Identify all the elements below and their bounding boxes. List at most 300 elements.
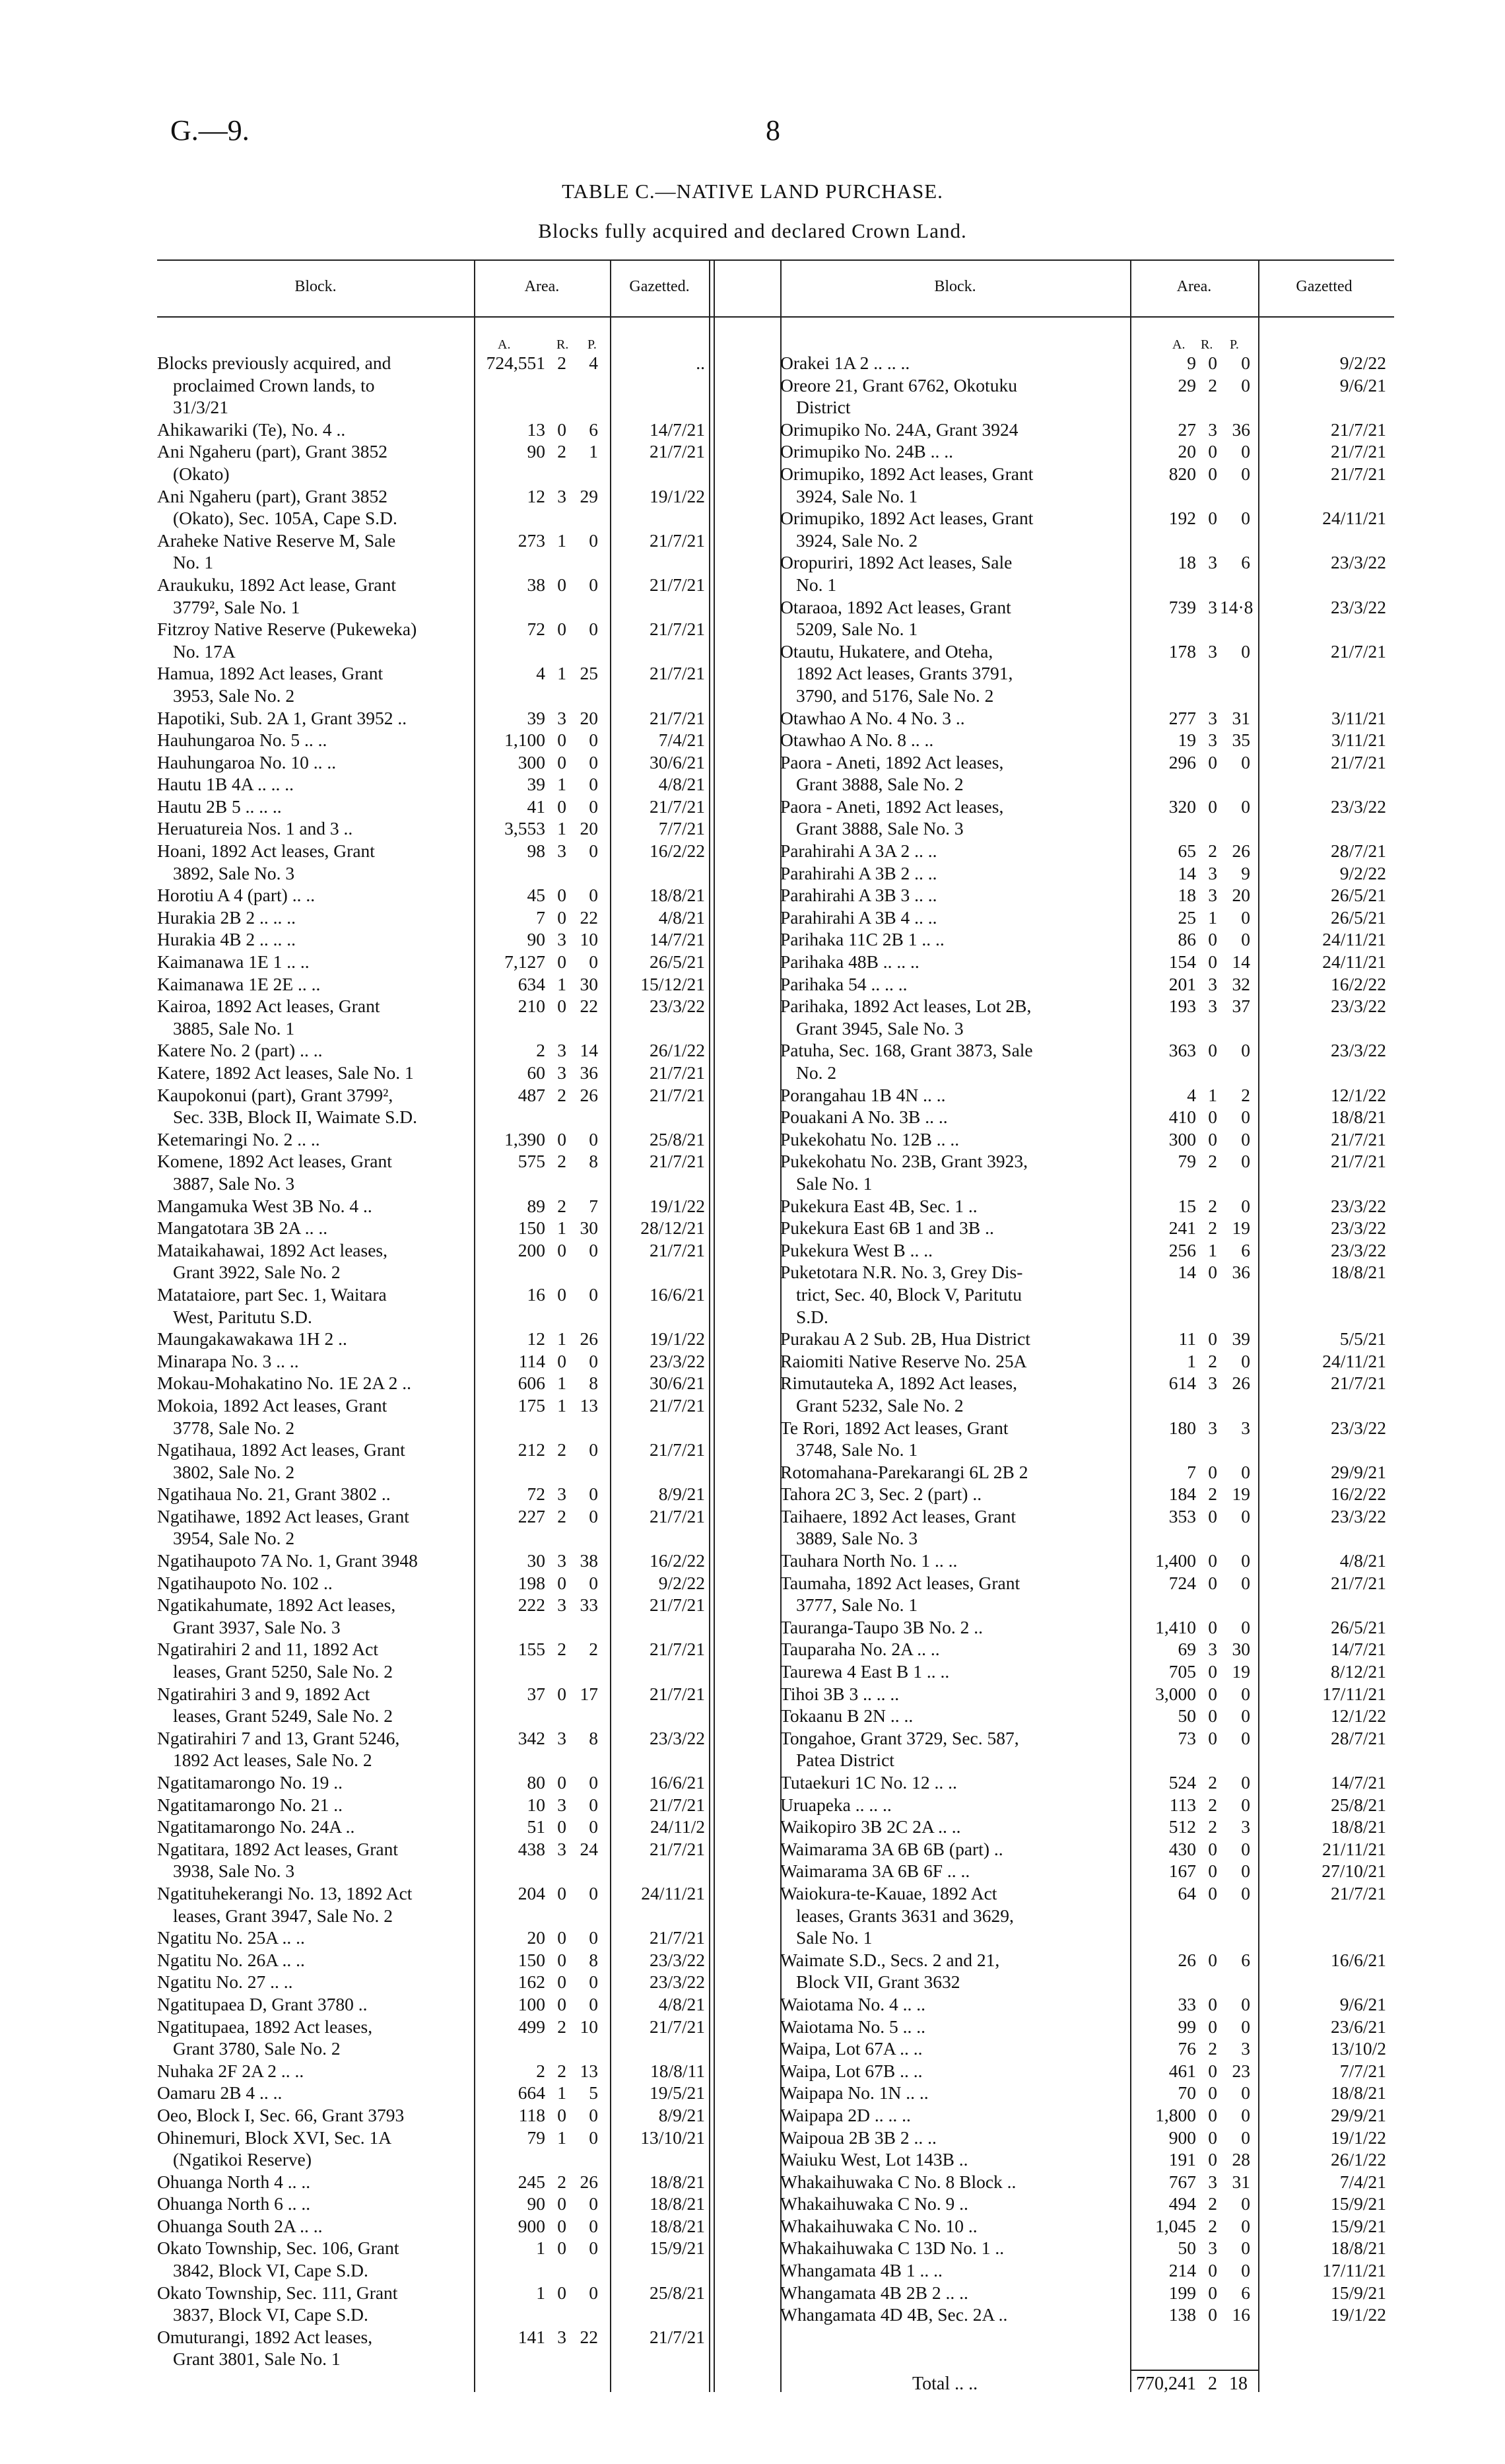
gazetted-date: 21/7/21 bbox=[1330, 640, 1386, 662]
area-roods: 2 bbox=[1208, 1772, 1217, 1793]
table-row bbox=[157, 1572, 817, 1594]
block-name-line: Nuhaka 2F 2A 2 .. .. bbox=[157, 2060, 304, 2081]
block-name bbox=[157, 574, 467, 618]
block-name bbox=[780, 1771, 1123, 1794]
block-name-line: Ngatikahumate, 1892 Act leases, bbox=[157, 1594, 396, 1616]
area-acres: 178 bbox=[1168, 640, 1196, 662]
table-row bbox=[780, 2104, 1394, 2127]
area-perches: 0 bbox=[1241, 1794, 1250, 1815]
area-perches: 0 bbox=[1241, 1550, 1250, 1571]
gazetted-date: 21/7/21 bbox=[1330, 1572, 1386, 1593]
block-name bbox=[157, 1483, 467, 1505]
table-row bbox=[780, 2282, 1394, 2304]
block-name-line: 3889, Sale No. 3 bbox=[796, 1528, 918, 1549]
block-name bbox=[157, 1638, 467, 1682]
block-name bbox=[780, 1949, 1123, 1993]
block-name bbox=[157, 2237, 467, 2281]
area-perches: 8 bbox=[589, 1949, 598, 1970]
area-acres: 524 bbox=[1168, 1772, 1196, 1793]
gazetted-date: 23/3/22 bbox=[1330, 552, 1386, 573]
block-name bbox=[780, 729, 1123, 751]
area-roods: 0 bbox=[1208, 1461, 1217, 1482]
block-name-line: Uruapeka .. .. .. bbox=[780, 1794, 892, 1815]
table-row bbox=[157, 1838, 817, 1882]
block-name-line: Ngatihaupoto 7A No. 1, Grant 3948 bbox=[157, 1550, 418, 1571]
block-name-line: Puketotara N.R. No. 3, Grey Dis- bbox=[780, 1262, 1023, 1283]
block-name-line: Horotiu A 4 (part) .. .. bbox=[157, 885, 316, 906]
area-acres: 79 bbox=[527, 2127, 545, 2148]
gazetted-date: 14/7/21 bbox=[649, 929, 705, 950]
page-reference: G.—9. bbox=[170, 114, 250, 147]
gazetted-column-header: Gazetted bbox=[1296, 278, 1353, 295]
area-roods: 3 bbox=[1208, 2171, 1217, 2192]
area-acres: 19 bbox=[1178, 730, 1196, 751]
area-roods: 0 bbox=[1208, 1861, 1217, 1882]
area-acres: 72 bbox=[527, 1484, 545, 1505]
area-roods: 3 bbox=[1208, 885, 1217, 906]
acres-unit: A. bbox=[1172, 337, 1186, 352]
block-name bbox=[157, 1439, 467, 1483]
table-row bbox=[157, 1882, 817, 1927]
block-name-line: leases, Grants 3631 and 3629, bbox=[796, 1905, 1014, 1926]
area-acres: 114 bbox=[518, 1350, 545, 1371]
block-name bbox=[157, 729, 467, 751]
block-name-line: Hapotiki, Sub. 2A 1, Grant 3952 .. bbox=[157, 707, 407, 728]
table-row bbox=[780, 1771, 1394, 1794]
block-name-line: Otawhao A No. 8 .. .. bbox=[780, 730, 934, 751]
area-acres: 191 bbox=[1168, 2149, 1196, 2170]
block-name-line: Oamaru 2B 4 .. .. bbox=[157, 2082, 283, 2104]
block-name-line: Raiomiti Native Reserve No. 25A bbox=[780, 1350, 1027, 1371]
area-acres: 214 bbox=[1168, 2260, 1196, 2281]
gazetted-date: 4/8/21 bbox=[1339, 1550, 1386, 1571]
area-acres: 724 bbox=[1168, 1572, 1196, 1593]
block-name bbox=[780, 928, 1123, 951]
block-name bbox=[780, 1417, 1123, 1461]
table-subtitle: Blocks fully acquired and declared Crown Land. bbox=[538, 219, 967, 242]
area-acres: 86 bbox=[1178, 929, 1196, 950]
rule bbox=[780, 259, 1394, 261]
block-name-line: Tihoi 3B 3 .. .. .. bbox=[780, 1683, 900, 1704]
table-row bbox=[780, 1727, 1394, 1771]
gazetted-date: 24/11/21 bbox=[1322, 951, 1386, 973]
area-perches: 33 bbox=[580, 1594, 598, 1616]
table-row bbox=[157, 2127, 817, 2171]
block-name-line: 3778, Sale No. 2 bbox=[173, 1417, 295, 1438]
block-name-line: (Ngatikoi Reserve) bbox=[173, 2149, 312, 2170]
block-name-line: Ngatirahiri 2 and 11, 1892 Act bbox=[157, 1639, 379, 1660]
area-acres: 353 bbox=[1168, 1505, 1196, 1526]
table-row bbox=[780, 1350, 1394, 1373]
block-name-line: Pukekohatu No. 12B .. .. bbox=[780, 1128, 960, 1149]
gazetted-date: 28/7/21 bbox=[1330, 1727, 1386, 1748]
gazetted-date: 26/5/21 bbox=[1330, 885, 1386, 906]
area-roods: 1 bbox=[557, 818, 566, 839]
area-acres: 16 bbox=[527, 1283, 545, 1305]
area-acres: 192 bbox=[1168, 508, 1196, 529]
area-roods: 1 bbox=[557, 1394, 566, 1416]
gazetted-date: 21/7/21 bbox=[649, 663, 705, 684]
area-acres: 18 bbox=[1178, 885, 1196, 906]
block-name-line: Oreore 21, Grant 6762, Okotuku bbox=[780, 374, 1017, 395]
area-roods: 0 bbox=[1208, 2304, 1217, 2325]
table-row bbox=[157, 574, 817, 618]
gazetted-date: 14/7/21 bbox=[1330, 1639, 1386, 1660]
block-name-line: Waimarama 3A 6B 6B (part) .. bbox=[780, 1838, 1003, 1859]
block-name-line: Tokaanu B 2N .. .. bbox=[780, 1705, 914, 1727]
table-row bbox=[780, 1550, 1394, 1572]
roods-unit: R. bbox=[556, 337, 569, 352]
area-perches: 0 bbox=[589, 1993, 598, 2014]
area-perches: 32 bbox=[1232, 973, 1250, 994]
block-name bbox=[157, 973, 467, 996]
area-roods: 1 bbox=[1208, 1239, 1217, 1260]
block-name bbox=[780, 2127, 1123, 2149]
table-row bbox=[157, 1350, 817, 1373]
area-acres: 3,000 bbox=[1155, 1683, 1196, 1704]
block-name bbox=[157, 1217, 467, 1239]
gazetted-date: 21/7/21 bbox=[1330, 1373, 1386, 1394]
block-name-line: Ngatituhekerangi No. 13, 1892 Act bbox=[157, 1882, 413, 1903]
block-name bbox=[780, 862, 1123, 885]
area-perches: 0 bbox=[1241, 1040, 1250, 1061]
area-acres: 37 bbox=[527, 1683, 545, 1704]
area-perches: 10 bbox=[580, 929, 598, 950]
block-name-line: S.D. bbox=[796, 1306, 828, 1327]
gazetted-date: 7/4/21 bbox=[658, 730, 705, 751]
block-name-line: Hauhungaroa No. 5 .. .. bbox=[157, 730, 327, 751]
gazetted-date: 21/7/21 bbox=[649, 1927, 705, 1948]
block-name bbox=[157, 1550, 467, 1572]
block-name-line: Patuha, Sec. 168, Grant 3873, Sale bbox=[780, 1040, 1033, 1061]
gazetted-date: 21/7/21 bbox=[1330, 441, 1386, 462]
area-roods: 0 bbox=[557, 996, 566, 1017]
area-perches: 0 bbox=[589, 619, 598, 640]
block-name bbox=[157, 2326, 467, 2370]
block-name-line: Orimupiko No. 24B .. .. bbox=[780, 441, 954, 462]
block-name-line: Sale No. 1 bbox=[796, 1173, 873, 1194]
area-perches: 19 bbox=[1232, 1484, 1250, 1505]
area-perches: 26 bbox=[580, 1084, 598, 1105]
block-name bbox=[780, 1705, 1123, 1727]
gazetted-date: 21/11/21 bbox=[1322, 1838, 1386, 1859]
gazetted-date: 18/8/21 bbox=[1330, 2238, 1386, 2259]
block-name bbox=[157, 1239, 467, 1283]
area-roods: 2 bbox=[557, 1439, 566, 1460]
area-acres: 20 bbox=[527, 1927, 545, 1948]
gazetted-date: 3/11/21 bbox=[1331, 730, 1386, 751]
area-roods: 3 bbox=[1208, 730, 1217, 751]
area-acres: 7,127 bbox=[504, 951, 545, 973]
area-roods: 2 bbox=[557, 2016, 566, 2037]
area-perches: 0 bbox=[1241, 2082, 1250, 2104]
area-acres: 7 bbox=[1187, 1461, 1196, 1482]
block-name bbox=[157, 2171, 467, 2193]
block-name bbox=[780, 1084, 1123, 1107]
area-perches: 0 bbox=[1241, 2127, 1250, 2148]
table-row bbox=[157, 2282, 817, 2326]
area-acres: 141 bbox=[518, 2326, 545, 2347]
block-name-line: Grant 3888, Sale No. 2 bbox=[796, 774, 964, 795]
block-name-line: Ngatitamarongo No. 19 .. bbox=[157, 1772, 343, 1793]
block-name bbox=[157, 928, 467, 951]
area-roods: 0 bbox=[1208, 1838, 1217, 1859]
block-name bbox=[780, 640, 1123, 707]
area-roods: 0 bbox=[557, 619, 566, 640]
area-roods: 2 bbox=[557, 1151, 566, 1172]
table-row bbox=[780, 463, 1394, 507]
gazetted-date: 18/8/21 bbox=[1330, 1262, 1386, 1283]
area-perches: 6 bbox=[1241, 1949, 1250, 1970]
block-name bbox=[157, 884, 467, 907]
area-acres: 64 bbox=[1178, 1882, 1196, 1903]
area-roods: 0 bbox=[1208, 1949, 1217, 1970]
area-acres: 210 bbox=[518, 996, 545, 1017]
gazetted-date: 17/11/21 bbox=[1322, 2260, 1386, 2281]
gazetted-date: 15/9/21 bbox=[649, 2238, 705, 2259]
block-name-line: Grant 3888, Sale No. 3 bbox=[796, 818, 964, 839]
gazetted-date: 23/3/22 bbox=[1330, 996, 1386, 1017]
block-name bbox=[780, 1794, 1123, 1816]
table-row bbox=[780, 1838, 1394, 1861]
gazetted-date: 23/3/22 bbox=[1330, 596, 1386, 617]
area-roods: 2 bbox=[557, 353, 566, 373]
area-acres: 739 bbox=[1168, 596, 1196, 617]
block-name bbox=[780, 2215, 1123, 2238]
block-name-line: Omuturangi, 1892 Act leases, bbox=[157, 2326, 373, 2347]
area-acres: 494 bbox=[1168, 2193, 1196, 2214]
area-roods: 0 bbox=[557, 1993, 566, 2014]
block-name bbox=[157, 1350, 467, 1373]
area-acres: 1 bbox=[536, 2238, 545, 2259]
block-name-line: Taumaha, 1892 Act leases, Grant bbox=[780, 1572, 1020, 1593]
table-row bbox=[780, 1638, 1394, 1660]
block-name bbox=[157, 1949, 467, 1971]
block-name-line: Grant 3945, Sale No. 3 bbox=[796, 1017, 964, 1039]
area-perches: 8 bbox=[589, 1727, 598, 1748]
area-acres: 11 bbox=[1178, 1328, 1196, 1350]
block-name-line: Ngatitu No. 25A .. .. bbox=[157, 1927, 305, 1948]
table-row bbox=[157, 1683, 817, 1727]
block-name-line: Ngatitu No. 27 .. .. bbox=[157, 1971, 293, 1993]
area-acres: 241 bbox=[1168, 1217, 1196, 1239]
table-row bbox=[780, 1461, 1394, 1484]
area-acres: 41 bbox=[527, 796, 545, 817]
area-roods: 0 bbox=[1208, 1705, 1217, 1727]
block-name-line: Block VII, Grant 3632 bbox=[796, 1971, 960, 1993]
area-perches: 0 bbox=[589, 730, 598, 751]
table-row bbox=[780, 2215, 1394, 2238]
gazetted-date: 21/7/21 bbox=[649, 2326, 705, 2347]
gazetted-date: 21/7/21 bbox=[649, 619, 705, 640]
area-acres: 430 bbox=[1168, 1838, 1196, 1859]
area-perches: 2 bbox=[1241, 1084, 1250, 1105]
block-name-line: Mataikahawai, 1892 Act leases, bbox=[157, 1239, 387, 1260]
gazetted-date: 24/11/21 bbox=[641, 1882, 705, 1903]
area-perches: 24 bbox=[580, 1838, 598, 1859]
area-perches: 6 bbox=[589, 419, 598, 440]
gazetted-date: 19/1/22 bbox=[649, 1195, 705, 1216]
area-acres: 499 bbox=[518, 2016, 545, 2037]
block-name-line: Whangamata 4B 2B 2 .. .. bbox=[780, 2282, 968, 2303]
gazetted-date: 21/7/21 bbox=[649, 796, 705, 817]
table-row bbox=[780, 1150, 1394, 1194]
gazetted-date: 16/2/22 bbox=[1330, 1484, 1386, 1505]
table-row bbox=[780, 1039, 1394, 1083]
gazetted-date: 15/12/21 bbox=[640, 973, 705, 994]
area-perches: 0 bbox=[1241, 1572, 1250, 1593]
block-name-line: Tauhara North No. 1 .. .. bbox=[780, 1550, 958, 1571]
gazetted-date: 23/6/21 bbox=[1330, 2016, 1386, 2037]
block-name-line: Ohuanga North 4 .. .. bbox=[157, 2171, 311, 2192]
table-row bbox=[157, 1394, 817, 1439]
block-name-line: Orimupiko No. 24A, Grant 3924 bbox=[780, 419, 1019, 440]
gazetted-date: 19/5/21 bbox=[649, 2082, 705, 2104]
block-name bbox=[780, 2259, 1123, 2282]
block-name bbox=[780, 1505, 1123, 1550]
area-perches: 0 bbox=[1241, 1350, 1250, 1371]
table-row bbox=[780, 973, 1394, 996]
area-roods: 3 bbox=[557, 1594, 566, 1616]
gazetted-date: 23/3/22 bbox=[649, 1727, 705, 1748]
table-row bbox=[157, 2237, 817, 2281]
area-perches: 14 bbox=[1232, 951, 1250, 973]
table-row bbox=[780, 1949, 1394, 1993]
area-acres: 300 bbox=[518, 751, 545, 772]
block-name-line: Parahirahi A 3A 2 .. .. bbox=[780, 840, 937, 862]
area-acres: 60 bbox=[527, 1062, 545, 1083]
area-acres: 4 bbox=[536, 663, 545, 684]
area-roods: 0 bbox=[1208, 2127, 1217, 2148]
table-row bbox=[157, 1638, 817, 1682]
block-name-line: Katere No. 2 (part) .. .. bbox=[157, 1040, 323, 1061]
block-name bbox=[780, 840, 1123, 862]
block-name-line: leases, Grant 5249, Sale No. 2 bbox=[173, 1705, 393, 1727]
area-perches: 20 bbox=[580, 818, 598, 839]
block-name-line: 3802, Sale No. 2 bbox=[173, 1461, 295, 1482]
block-name bbox=[157, 419, 467, 441]
area-roods: 0 bbox=[1208, 929, 1217, 950]
gazetted-date: 16/6/21 bbox=[649, 1283, 705, 1305]
area-perches: 1 bbox=[589, 441, 598, 462]
area-perches: 29 bbox=[580, 485, 598, 506]
area-roods: 0 bbox=[1208, 1661, 1217, 1682]
area-acres: 227 bbox=[518, 1505, 545, 1526]
area-roods: 0 bbox=[1208, 463, 1217, 484]
area-perches: 0 bbox=[589, 1239, 598, 1260]
gazetted-date: 21/7/21 bbox=[649, 1151, 705, 1172]
table-row bbox=[157, 2016, 817, 2060]
table-row bbox=[780, 729, 1394, 751]
block-name-line: Otautu, Hukatere, and Oteha, bbox=[780, 640, 993, 662]
area-acres: 39 bbox=[527, 707, 545, 728]
area-acres: 150 bbox=[518, 1949, 545, 1970]
block-name bbox=[157, 1683, 467, 1727]
block-name-line: Parihaka 11C 2B 1 .. .. bbox=[780, 929, 945, 950]
block-name-line: Waipa, Lot 67A .. .. bbox=[780, 2038, 923, 2059]
area-acres: 167 bbox=[1168, 1861, 1196, 1882]
area-roods: 0 bbox=[1208, 508, 1217, 529]
area-roods: 0 bbox=[1208, 353, 1217, 373]
block-name-line: Ngatitara, 1892 Act leases, Grant bbox=[157, 1838, 399, 1859]
area-acres: 72 bbox=[527, 619, 545, 640]
block-name-line: 31/3/21 bbox=[173, 397, 229, 418]
rule bbox=[780, 316, 1394, 318]
table-row bbox=[157, 773, 817, 796]
area-perches: 0 bbox=[1241, 374, 1250, 395]
area-perches: 0 bbox=[1241, 2016, 1250, 2037]
block-name-line: 3842, Block VI, Cape S.D. bbox=[173, 2260, 368, 2281]
area-perches: 0 bbox=[589, 1439, 598, 1460]
block-name-line: Heruatureia Nos. 1 and 3 .. bbox=[157, 818, 353, 839]
area-roods: 0 bbox=[557, 2104, 566, 2125]
table-row bbox=[157, 884, 817, 907]
block-name-line: 3790, and 5176, Sale No. 2 bbox=[796, 685, 994, 706]
area-perches: 0 bbox=[589, 1772, 598, 1793]
area-acres: 27 bbox=[1178, 419, 1196, 440]
area-roods: 0 bbox=[557, 1949, 566, 1970]
area-acres: 487 bbox=[518, 1084, 545, 1105]
table-row bbox=[157, 2060, 817, 2082]
block-name-line: Hauhungaroa No. 10 .. .. bbox=[157, 751, 337, 772]
block-name bbox=[157, 2082, 467, 2104]
area-acres: 113 bbox=[1169, 1794, 1196, 1815]
area-perches: 37 bbox=[1232, 996, 1250, 1017]
table-row bbox=[157, 1727, 817, 1771]
area-perches: 13 bbox=[580, 1394, 598, 1416]
area-roods: 3 bbox=[557, 929, 566, 950]
block-name-line: Hoani, 1892 Act leases, Grant bbox=[157, 840, 375, 862]
block-name-line: Grant 3780, Sale No. 2 bbox=[173, 2038, 341, 2059]
area-roods: 1 bbox=[1208, 1084, 1217, 1105]
block-name bbox=[780, 1461, 1123, 1484]
table-row bbox=[780, 1705, 1394, 1727]
table-row bbox=[157, 1150, 817, 1194]
table-row bbox=[780, 1505, 1394, 1550]
page-number: 8 bbox=[766, 114, 780, 147]
block-name bbox=[157, 2127, 467, 2171]
gazetted-date: 18/8/21 bbox=[649, 885, 705, 906]
area-roods: 3 bbox=[557, 1794, 566, 1815]
area-roods: 2 bbox=[1208, 374, 1217, 395]
area-perches: 0 bbox=[1241, 640, 1250, 662]
gazetted-date: 25/8/21 bbox=[649, 2282, 705, 2303]
block-name-line: Parihaka 54 .. .. .. bbox=[780, 973, 908, 994]
area-acres: 2 bbox=[536, 2060, 545, 2081]
area-roods: 3 bbox=[1208, 1417, 1217, 1438]
area-acres: 70 bbox=[1178, 2082, 1196, 2104]
table-row bbox=[157, 1439, 817, 1483]
gazetted-date: 21/7/21 bbox=[1330, 1128, 1386, 1149]
area-acres: 204 bbox=[518, 1882, 545, 1903]
block-name bbox=[157, 1084, 467, 1128]
block-name-line: Hautu 2B 5 .. .. .. bbox=[157, 796, 282, 817]
table-row bbox=[780, 1261, 1394, 1328]
block-name-line: (Okato), Sec. 105A, Cape S.D. bbox=[173, 508, 397, 529]
gazetted-date: 13/10/2 bbox=[1330, 2038, 1386, 2059]
block-name bbox=[780, 2037, 1123, 2060]
gazetted-date: 12/1/22 bbox=[1330, 1705, 1386, 1727]
area-roods: 1 bbox=[557, 530, 566, 551]
block-name bbox=[780, 1616, 1123, 1639]
area-acres: 820 bbox=[1168, 463, 1196, 484]
area-perches: 0 bbox=[1241, 2215, 1250, 2236]
block-name bbox=[780, 1150, 1123, 1194]
table-row bbox=[780, 551, 1394, 596]
area-acres: 162 bbox=[518, 1971, 545, 1993]
block-name-line: Minarapa No. 3 .. .. bbox=[157, 1350, 299, 1371]
area-roods: 0 bbox=[557, 2193, 566, 2214]
